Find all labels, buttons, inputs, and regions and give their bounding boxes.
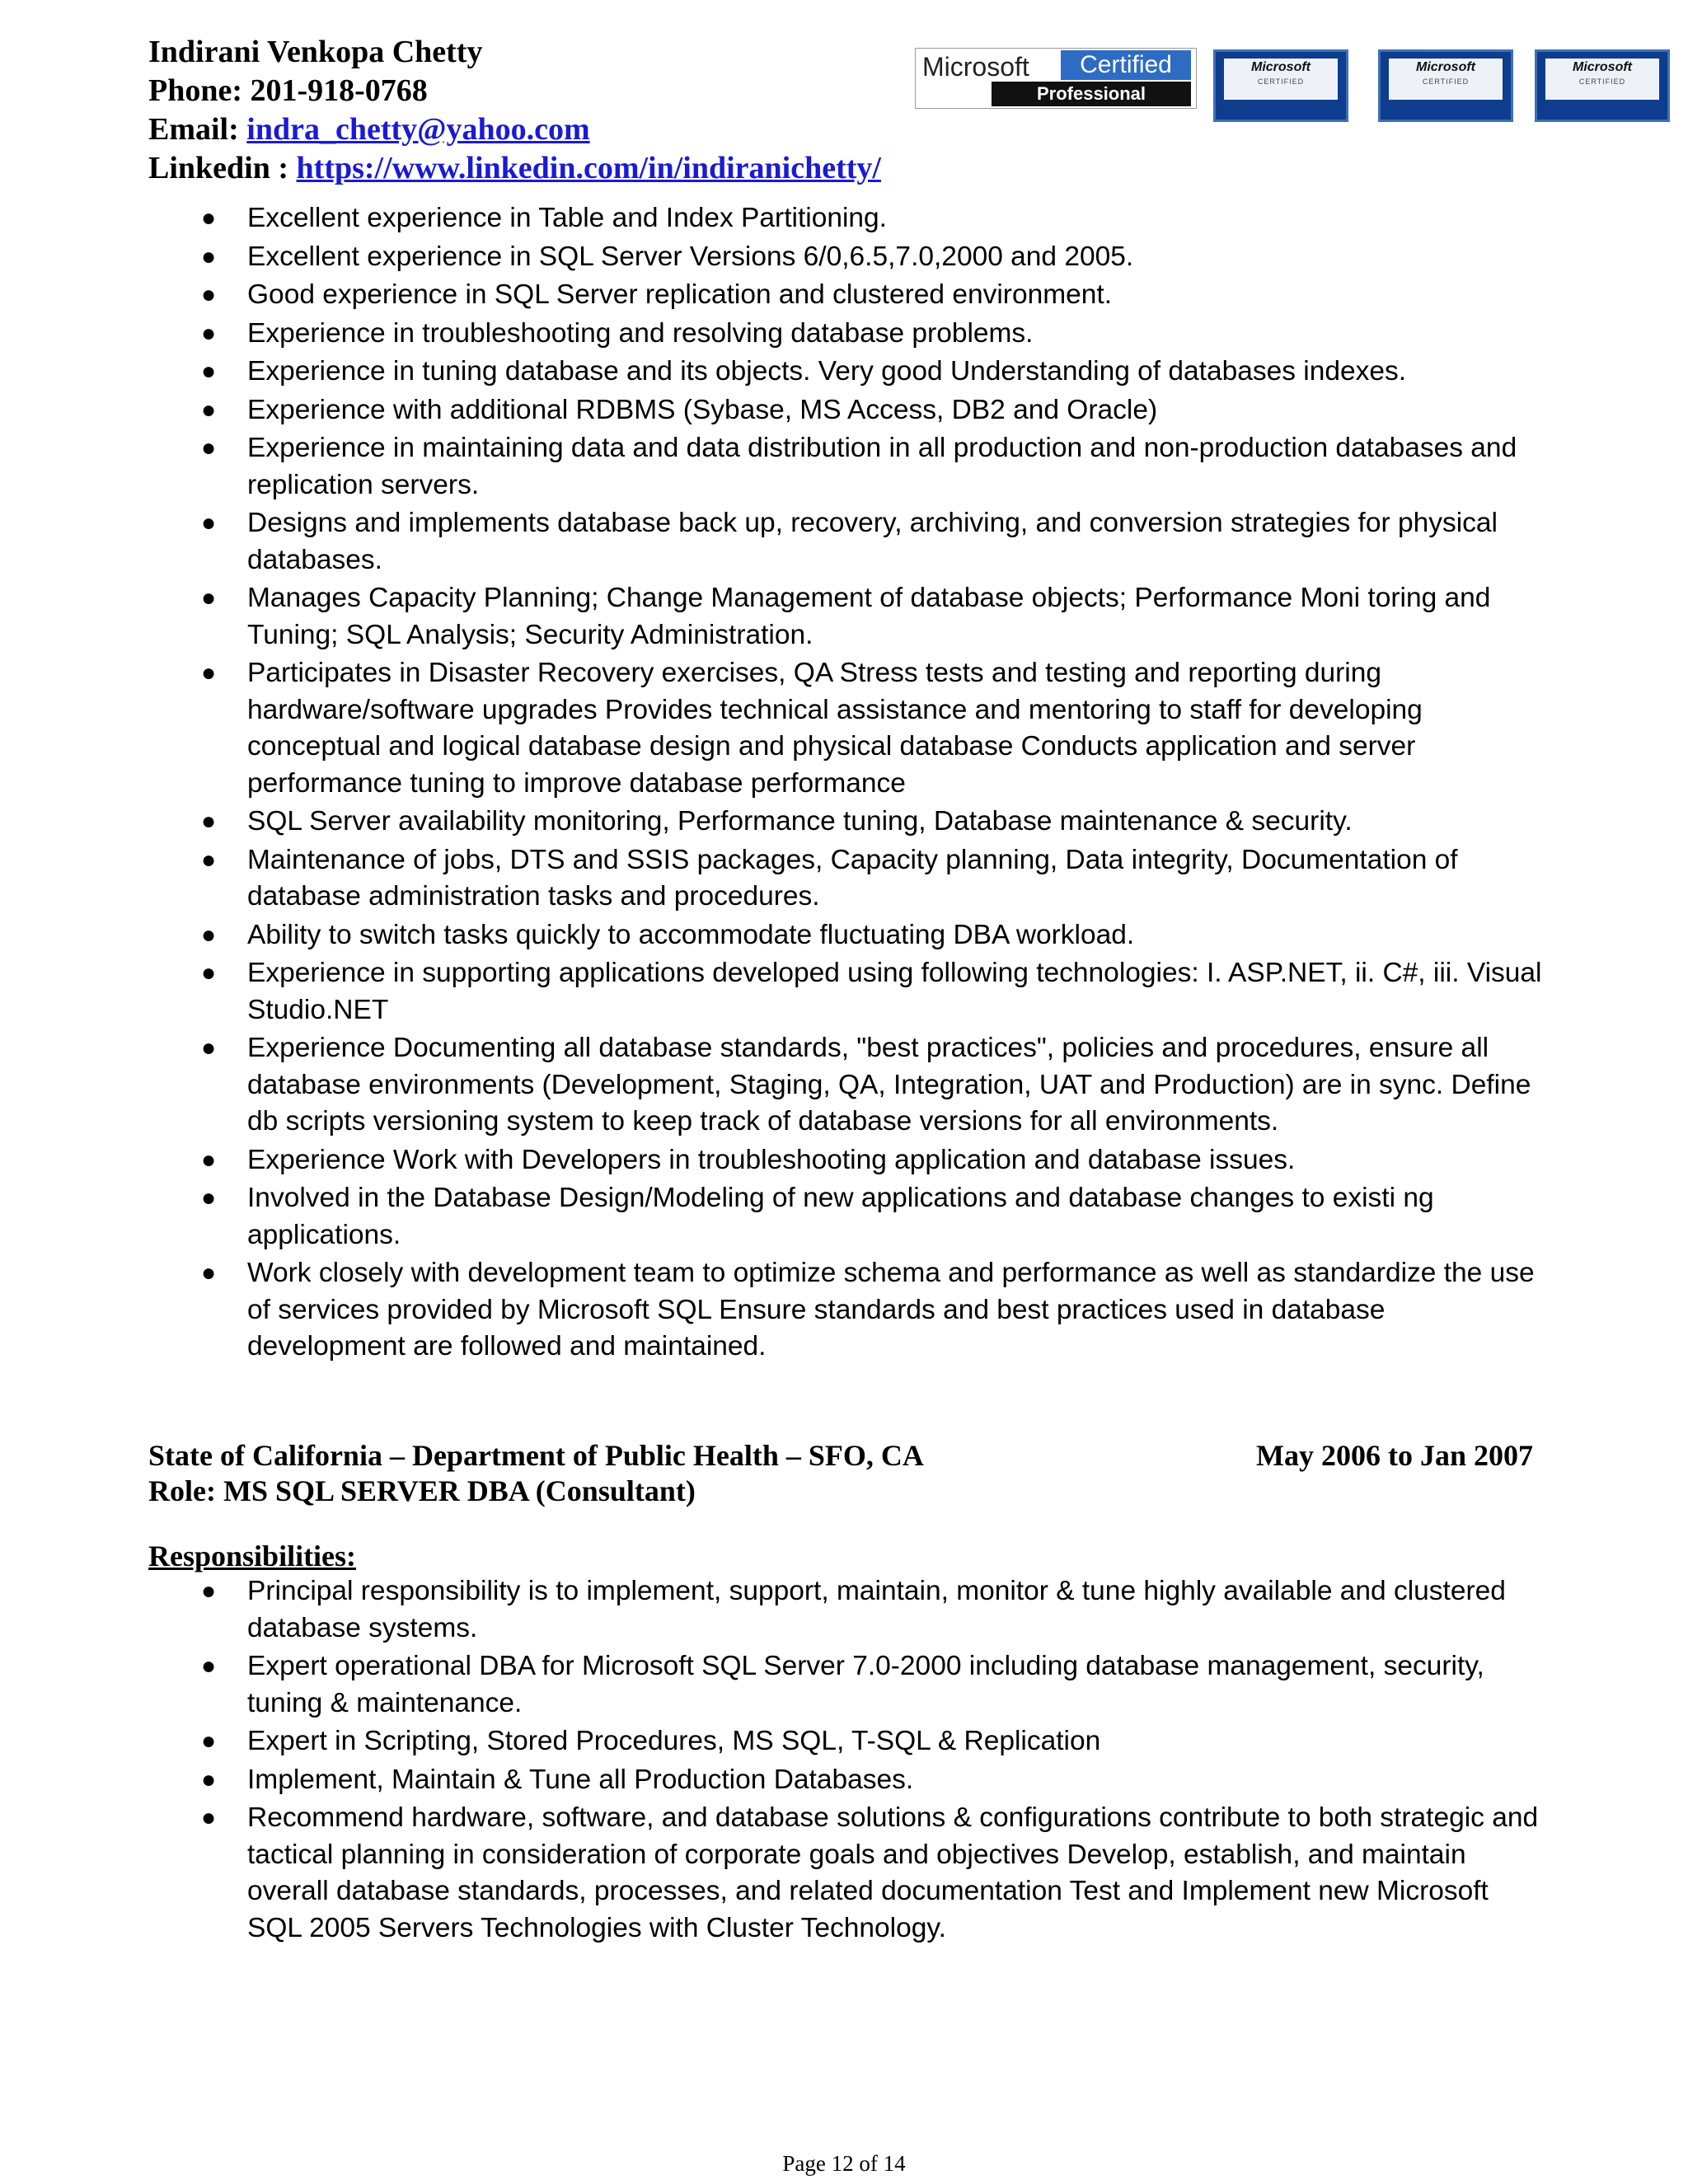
bullet-icon: ● [201, 1804, 217, 1831]
page-number: Page 12 of 14 [782, 2151, 906, 2176]
list-item: ● Recommend hardware, software, and database solutions & configurations contribute to both strategic and tactical planning in consideration of corporate goals and objectives Develop, establish, and maintain overall database standards, processes, and related documentation Test and Implement new Microsoft SQL 2005 Servers Technologies with Cluster Technology. [148, 1800, 1550, 1947]
bullet-icon: ● [201, 659, 217, 687]
bullet-icon: ● [201, 396, 217, 424]
list-item: ● Designs and implements database back up, recovery, archiving, and conversion strategies for physical databases. [148, 505, 1550, 579]
list-item: ● Expert in Scripting, Stored Procedures, MS SQL, T-SQL & Replication [148, 1723, 1550, 1760]
bullet-icon: ● [201, 959, 217, 987]
bullet-icon: ● [201, 1034, 217, 1062]
badge-sub: CERTIFIED [1257, 77, 1305, 86]
bullet-icon: ● [201, 1259, 217, 1286]
bullet-icon: ● [201, 1652, 217, 1680]
list-item: ● Participates in Disaster Recovery exercises, QA Stress tests and testing and reporting during hardware/software upgrades Provides technical assistance and mentoring to staff for developing conceptual and logical database design and physical database Conducts application and server performance tuning to improve database performance [148, 655, 1550, 802]
job-role: Role: MS SQL SERVER DBA (Consultant) [148, 1474, 696, 1507]
badge-brand: Microsoft [1573, 60, 1632, 74]
contact-header [148, 33, 890, 188]
responsibilities-heading: Responsibilities: [148, 1540, 357, 1572]
phone-line [148, 72, 890, 110]
list-item: ● Excellent experience in Table and Index Partitioning. [148, 200, 1550, 237]
employer-name: State of California – Department of Public Health – SFO, CA [148, 1439, 924, 1472]
badge-sub: CERTIFIED [1422, 77, 1470, 86]
job-heading [148, 1438, 1533, 1509]
list-item: ● Experience in troubleshooting and resolving database problems. [148, 316, 1550, 353]
email-line [148, 110, 890, 149]
list-item: ● Experience Documenting all database standards, "best practices", policies and procedures, ensure all database environments (Development, Staging, QA, Integration, UAT and Production) are in sync. Define db scripts versioning system to keep track of database versions for all environments. [148, 1030, 1550, 1141]
list-item: ● Good experience in SQL Server replication and clustered environment. [148, 277, 1550, 314]
bullet-icon: ● [201, 1146, 217, 1174]
bullet-icon: ● [201, 509, 217, 537]
list-item: ● Experience with additional RDBMS (Sybase, MS Access, DB2 and Oracle) [148, 392, 1550, 429]
email-label: Email: [148, 112, 239, 147]
linkedin-label: Linkedin : [148, 151, 289, 185]
bullet-icon: ● [201, 204, 217, 232]
list-item: ● Experience in tuning database and its objects. Very good Understanding of databases indexes. [148, 354, 1550, 391]
bullet-icon: ● [201, 319, 217, 347]
logo-cert: Certified [1061, 50, 1191, 80]
badge-sub: CERTIFIED [1578, 77, 1626, 86]
badge-brand: Microsoft [1416, 60, 1475, 74]
job-dates: May 2006 to Jan 2007 [1256, 1439, 1533, 1472]
linkedin-line [148, 149, 890, 188]
bullet-icon: ● [201, 242, 217, 270]
microsoft-certified-professional-logo [915, 48, 1197, 109]
bullet-icon: ● [201, 1577, 217, 1605]
bullet-icon: ● [201, 846, 217, 874]
bullet-icon: ● [201, 1727, 217, 1755]
bullet-icon: ● [201, 281, 217, 308]
certification-badge-3 [1535, 49, 1670, 122]
skills-list [148, 200, 1550, 1367]
responsibilities-list [148, 1573, 1550, 1948]
bullet-icon: ● [201, 584, 217, 612]
bullet-icon: ● [201, 921, 217, 949]
bullet-icon: ● [201, 808, 217, 835]
certification-badge-2 [1378, 49, 1513, 122]
bullet-icon: ● [201, 1184, 217, 1212]
list-item: ● Manages Capacity Planning; Change Management of database objects; Performance Moni toring and Tuning; SQL Analysis; Security Administration. [148, 580, 1550, 654]
list-item: ● Excellent experience in SQL Server Versions 6/0,6.5,7.0,2000 and 2005. [148, 239, 1550, 276]
list-item: ● Work closely with development team to optimize schema and performance as well as standardize the use of services provided by Microsoft SQL Ensure standards and best practices used in database development are followed and maintained. [148, 1255, 1550, 1366]
employer-row [148, 1438, 1533, 1474]
list-item: ● Maintenance of jobs, DTS and SSIS packages, Capacity planning, Data integrity, Documentation of database administration tasks and procedures. [148, 842, 1550, 916]
list-item: ● Expert operational DBA for Microsoft SQL Server 7.0-2000 including database management, security, tuning & maintenance. [148, 1648, 1550, 1722]
badge-brand: Microsoft [1251, 60, 1311, 74]
logo-brand: Microsoft [922, 52, 1029, 82]
bullet-icon: ● [201, 1765, 217, 1793]
list-item: ● Experience Work with Developers in troubleshooting application and database issues. [148, 1142, 1550, 1179]
certification-logos [915, 48, 1673, 130]
phone-number: 201-918-0768 [250, 73, 428, 108]
certification-badge-1 [1213, 49, 1348, 122]
list-item: ● Experience in maintaining data and data distribution in all production and non-production databases and replication servers. [148, 430, 1550, 504]
list-item: ● SQL Server availability monitoring, Performance tuning, Database maintenance & security. [148, 804, 1550, 841]
list-item: ● Involved in the Database Design/Modeling of new applications and database changes to existi ng applications. [148, 1180, 1550, 1254]
list-item: ● Experience in supporting applications developed using following technologies: I. ASP.NET, ii. C#, iii. Visual Studio.NET [148, 955, 1550, 1029]
email-link[interactable]: indra_chetty@yahoo.com [246, 112, 590, 147]
list-item: ● Principal responsibility is to implement, support, maintain, monitor & tune highly available and clustered database systems. [148, 1573, 1550, 1647]
candidate-name: Indirani Venkopa Chetty [148, 35, 483, 69]
logo-level: Professional [992, 82, 1191, 106]
bullet-icon: ● [201, 434, 217, 462]
list-item: ● Implement, Maintain & Tune all Production Databases. [148, 1762, 1550, 1799]
phone-label: Phone: [148, 73, 242, 108]
bullet-icon: ● [201, 358, 217, 385]
linkedin-link[interactable]: https://www.linkedin.com/in/indiranichetty/ [296, 151, 881, 185]
list-item: ● Ability to switch tasks quickly to accommodate fluctuating DBA workload. [148, 917, 1550, 954]
